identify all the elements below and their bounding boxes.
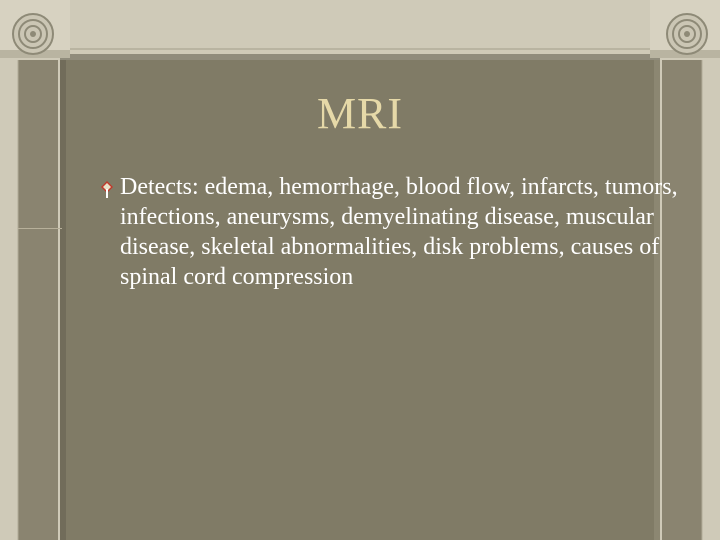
right-volute-icon — [667, 14, 707, 54]
side-rule — [18, 228, 62, 229]
left-volute-icon — [13, 14, 53, 54]
red-diamond-bullet-icon — [100, 180, 114, 198]
bullet-text: Detects: edema, hemorrhage, blood flow, infarcts, tumors, infections, aneurysms, demyelinating disease, muscular disease, skeletal abnormalities, disk problems, causes of spinal cord compression — [120, 174, 678, 290]
slide-title: MRI — [316, 89, 404, 138]
